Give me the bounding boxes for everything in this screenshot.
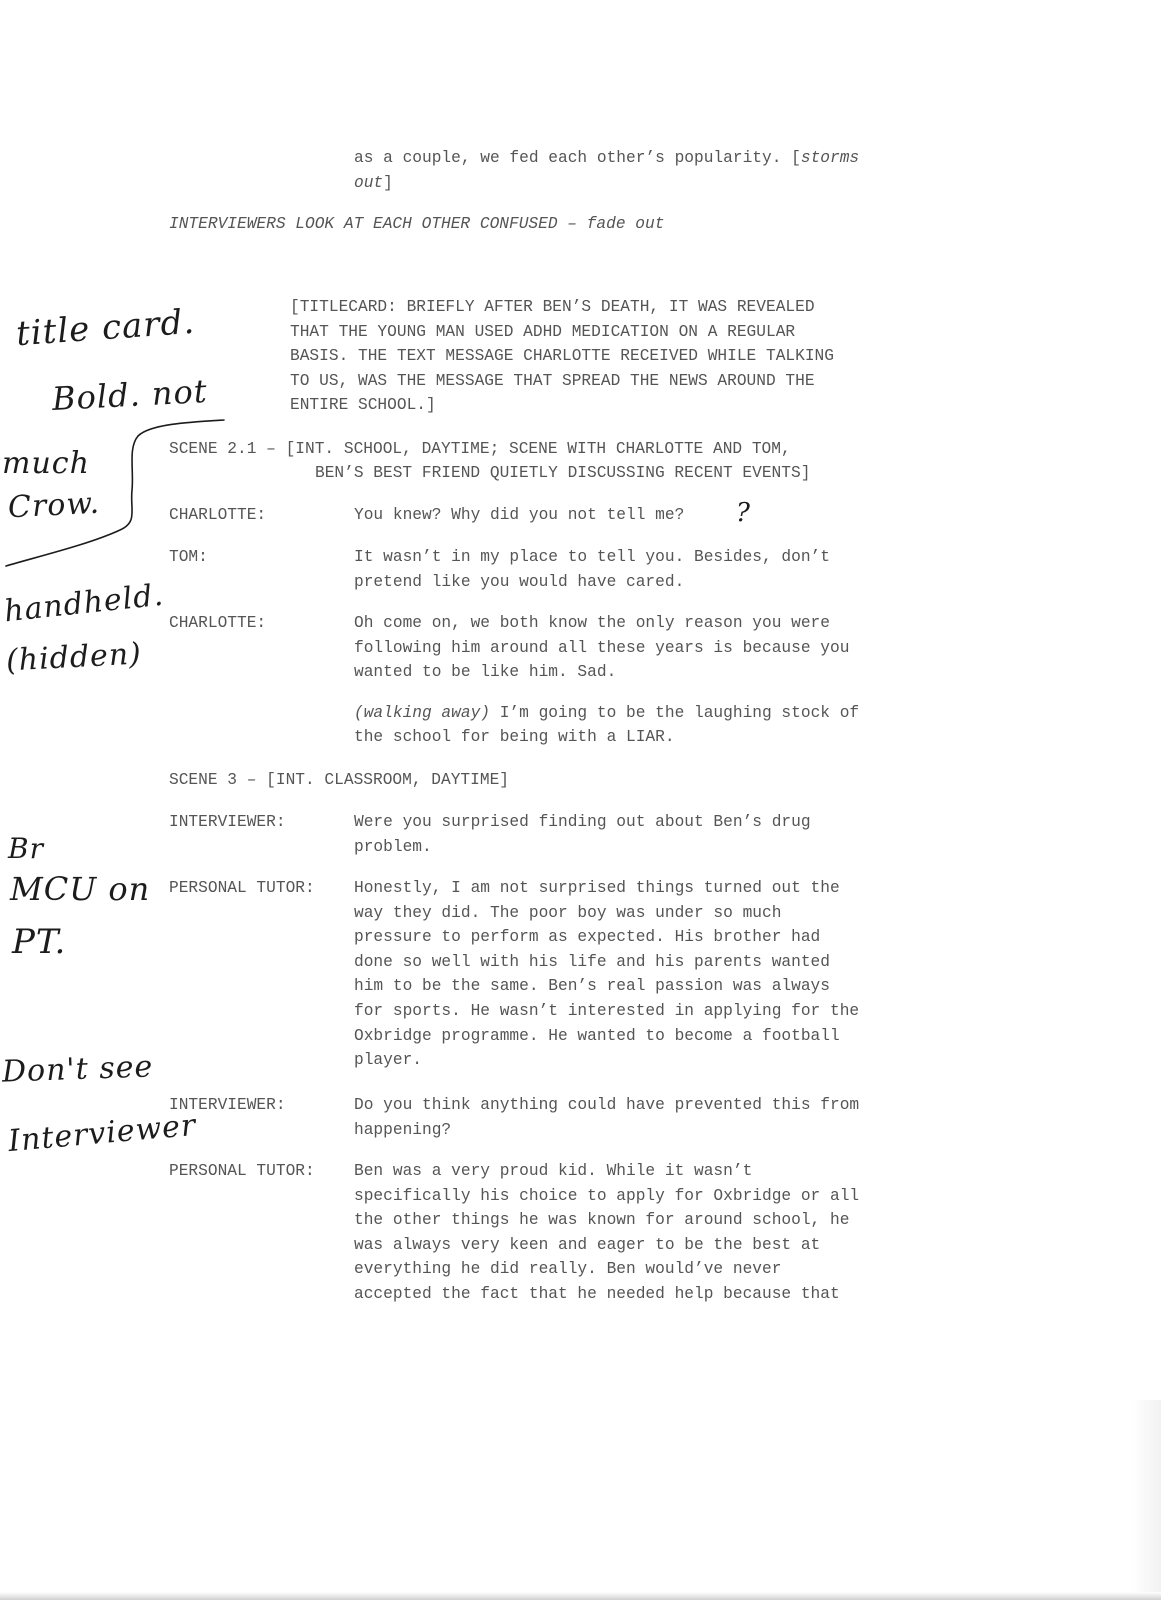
dialogue-line: pretend like you would have cared. xyxy=(354,572,685,591)
dialogue-line: Honestly, I am not surprised things turned out the xyxy=(354,879,840,897)
dialogue-line: accepted the fact that he needed help because that xyxy=(354,1284,840,1303)
dialogue-line: everything he did really. Ben would’ve never xyxy=(354,1260,782,1279)
handwritten-note-pt: PT. xyxy=(12,922,67,962)
dialogue-line: him to be the same. Ben’s real passion was always xyxy=(354,977,830,996)
dialogue-line: Oxbridge programme. He wanted to become a football xyxy=(354,1026,840,1045)
speaker-tom: TOM: xyxy=(169,548,208,566)
handwritten-note-much: much xyxy=(2,446,90,481)
parenthetical-walking-away: (walking away) xyxy=(354,704,490,722)
dialogue-line: wanted to be like him. Sad. xyxy=(354,663,617,682)
dialogue-line: happening? xyxy=(354,1120,452,1139)
speaker-personal-tutor: PERSONAL TUTOR: xyxy=(169,879,315,897)
speaker-interviewer: INTERVIEWER: xyxy=(169,813,286,831)
titlecard-line: ENTIRE SCHOOL.] xyxy=(290,396,436,415)
fade-out-direction: INTERVIEWERS LOOK AT EACH OTHER CONFUSED – fade out xyxy=(169,215,665,233)
dialogue-line: Were you surprised finding out about Ben’s drug xyxy=(354,813,811,831)
speaker-interviewer: INTERVIEWER: xyxy=(169,1096,286,1114)
dialogue-line: pressure to perform as expected. His brother had xyxy=(354,928,821,947)
dialogue-line: specifically his choice to apply for Oxbridge or all xyxy=(354,1186,860,1205)
scan-edge-bottom xyxy=(0,1592,1161,1600)
handwritten-note-crow: Crow. xyxy=(7,485,101,526)
dialogue-line: It wasn’t in my place to tell you. Besides, don’t xyxy=(354,548,830,566)
continuation-text: as a couple, we fed each other’s popularity. [ xyxy=(354,149,801,167)
dialogue-line: way they did. The poor boy was under so much xyxy=(354,903,782,922)
dialogue-line: Oh come on, we both know the only reason you were xyxy=(354,614,830,632)
speaker-personal-tutor: PERSONAL TUTOR: xyxy=(169,1162,315,1180)
dialogue-text: I’m going to be the laughing stock of xyxy=(490,704,860,722)
dialogue-line: player. xyxy=(354,1051,422,1070)
scan-shadow-right xyxy=(1131,1400,1161,1600)
scene-2-1-heading-cont: BEN’S BEST FRIEND QUIETLY DISCUSSING RECENT EVENTS] xyxy=(315,464,811,482)
dialogue-line: the other things he was known for around school, he xyxy=(354,1211,850,1230)
handwritten-note-handheld: handheld. xyxy=(2,577,166,630)
titlecard-line: [TITLECARD: BRIEFLY AFTER BEN’S DEATH, IT WAS REVEALED xyxy=(290,298,815,316)
stage-direction-storms: storms xyxy=(800,149,860,167)
bracket-stroke-curve xyxy=(6,420,224,566)
handwritten-question-mark: ? xyxy=(736,498,750,528)
dialogue-line: Ben was a very proud kid. While it wasn’t xyxy=(354,1162,753,1180)
scene-3-heading: SCENE 3 – [INT. CLASSROOM, DAYTIME] xyxy=(169,771,509,789)
titlecard-line: THAT THE YOUNG MAN USED ADHD MEDICATION ON A REGULAR xyxy=(290,322,796,341)
titlecard-line: BASIS. THE TEXT MESSAGE CHARLOTTE RECEIVED WHILE TALKING xyxy=(290,347,834,366)
speaker-charlotte: CHARLOTTE: xyxy=(169,614,267,632)
handwritten-note-bold-not: Bold. not xyxy=(51,371,209,419)
dialogue-line: was always very keen and eager to be the best at xyxy=(354,1235,821,1254)
stage-direction-out: out xyxy=(354,174,384,192)
bracket-close: ] xyxy=(383,174,393,192)
dialogue-line: following him around all these years is because you xyxy=(354,638,850,657)
handwritten-note-dont-see: Don't see xyxy=(1,1049,154,1090)
handwritten-note-interviewer: Interviewer xyxy=(6,1107,198,1160)
handwritten-note-hidden: (hidden) xyxy=(5,636,143,679)
dialogue-line: problem. xyxy=(354,837,432,856)
dialogue-line: You knew? Why did you not tell me? xyxy=(354,506,685,524)
dialogue-line: Do you think anything could have prevented this from xyxy=(354,1096,860,1114)
handwritten-note-mcu-prefix: Br xyxy=(8,832,44,865)
dialogue-charlotte-3-line-2: the school for being with a LIAR. xyxy=(354,728,675,746)
speaker-charlotte: CHARLOTTE: xyxy=(169,506,267,524)
handwritten-note-mcu-on: MCU on xyxy=(10,870,151,908)
dialogue-line: for sports. He wasn’t interested in applying for the xyxy=(354,1001,860,1020)
handwritten-note-title-card: title card. xyxy=(14,301,197,355)
dialogue-line: done so well with his life and his parents wanted xyxy=(354,952,830,971)
scene-2-1-heading: SCENE 2.1 – [INT. SCHOOL, DAYTIME; SCENE WITH CHARLOTTE AND TOM, xyxy=(169,440,791,458)
titlecard-line: TO US, WAS THE MESSAGE THAT SPREAD THE NEWS AROUND THE xyxy=(290,371,815,390)
